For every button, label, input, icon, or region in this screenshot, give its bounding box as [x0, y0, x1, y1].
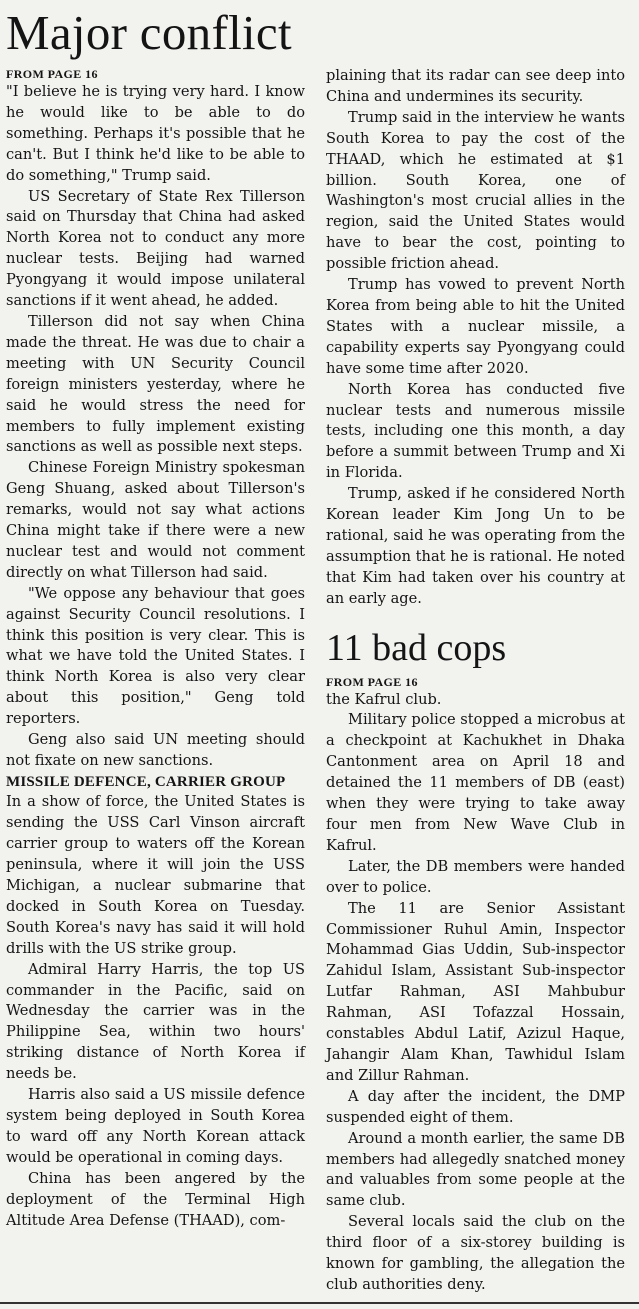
body-paragraph: Later, the DB members were handed over to police.	[326, 857, 625, 896]
kicker-from-page: FROM PAGE 16	[6, 67, 98, 81]
continuation-paragraph: the Kafrul club.	[326, 690, 442, 708]
continuation-paragraph: plaining that its radar can see deep into China and undermines its security.	[326, 67, 625, 105]
body-paragraph: Trump has vowed to prevent North Korea from being able to hit the United States with a nuclear missile, a capability experts say Pyongyang could have some time after 2020.	[326, 276, 625, 377]
body-paragraph: Around a month earlier, the same DB members had allegedly snatched money and valuables from some people at the same club.	[326, 1129, 625, 1210]
body-paragraph: Several locals said the club on the third floor of a six-storey building is known for gambling, the allegation the club authorities deny.	[326, 1213, 625, 1293]
body-paragraph: Geng also said UN meeting should not fixate on new sanctions.	[6, 731, 305, 769]
body-paragraph: Admiral Harry Harris, the top US commander in the Pacific, said on Wednesday the carrier was in the Philippine Sea, within two hours' striking distance of North Korea if needs be.	[6, 960, 305, 1083]
body-paragraph: "I believe he is trying very hard. I know he would like to be able to do something. Perhaps it's possible that he can't. But I think he'd like to be able to do something," Trump said.	[6, 83, 305, 184]
left-column	[6, 66, 305, 1231]
headline-major-conflict: Major conflict	[6, 5, 292, 60]
body-paragraph: "We oppose any behaviour that goes against Security Council resolutions. I think this position is very clear. This is what we have told the United States. I think North Korea is also very clear about this position," Geng told reporters.	[6, 584, 305, 728]
subhead-missile-defence: MISSILE DEFENCE, CARRIER GROUP	[6, 773, 286, 790]
body-paragraph: US Secretary of State Rex Tillerson said on Thursday that China had asked North Korea not to conduct any more nuclear tests. Beijing had warned Pyongyang it would impose unilateral sanctions if it went ahead, he added.	[6, 187, 305, 310]
body-paragraph: China has been angered by the deployment of the Terminal High Altitude Area Defense (THAAD), com-	[6, 1169, 305, 1229]
body-paragraph: Harris also said a US missile defence system being deployed in South Korea to ward off any North Korean attack would be operational in coming days.	[6, 1086, 305, 1166]
bottom-rule	[0, 1302, 639, 1304]
right-column	[326, 66, 625, 1296]
body-paragraph: Trump, asked if he considered North Korean leader Kim Jong Un to be rational, said he was operating from the assumption that he is rational. He noted that Kim had taken over his country at an early age.	[326, 485, 625, 607]
body-paragraph: Military police stopped a microbus at a checkpoint at Kachukhet in Dhaka Cantonment area on April 18 and detained the 11 members of DB (east) when they were trying to take away four men from New Wave Club in Kafrul.	[326, 711, 625, 854]
body-paragraph: The 11 are Senior Assistant Commissioner Ruhul Amin, Inspector Mohammad Gias Uddin, Sub-inspector Zahidul Islam, Assistant Sub-inspector Lutfar Rahman, ASI Mahbubur Rahman, ASI Tofazzal Hossain, constables Abdul Latif, Azizul Haque, Jahangir Alam Khan, Tawhidul Islam and Zillur Rahman.	[326, 899, 625, 1084]
body-paragraph: A day after the incident, the DMP suspended eight of them.	[326, 1087, 625, 1126]
body-paragraph: Trump said in the interview he wants South Korea to pay the cost of the THAAD, which he estimated at $1 billion. South Korea, one of Washington's most crucial allies in the region, said the United States would have to bear the cost, pointing to possible friction ahead.	[326, 108, 625, 273]
kicker-from-page: FROM PAGE 16	[326, 674, 418, 689]
body-paragraph: North Korea has conducted five nuclear tests and numerous missile tests, including one this month, a day before a summit between Trump and Xi in Florida.	[326, 380, 625, 482]
body-paragraph: Tillerson did not say when China made the threat. He was due to chair a meeting with UN Security Council foreign ministers yesterday, where he said he would stress the need for members to fully implement existing sanctions as well as possible next steps.	[6, 312, 305, 456]
body-paragraph: Chinese Foreign Ministry spokesman Geng Shuang, asked about Tillerson's remarks, would not say what actions China might take if there were a new nuclear test and would not comment directly on what Tillerson had said.	[6, 459, 305, 581]
body-paragraph: In a show of force, the United States is sending the USS Carl Vinson aircraft carrier group to waters off the Korean peninsula, where it will join the USS Michigan, a nuclear submarine that docked in South Korea on Tuesday. South Korea's navy has said it will hold drills with the US strike group.	[6, 793, 305, 957]
headline-11-bad-cops: 11 bad cops	[326, 626, 507, 669]
